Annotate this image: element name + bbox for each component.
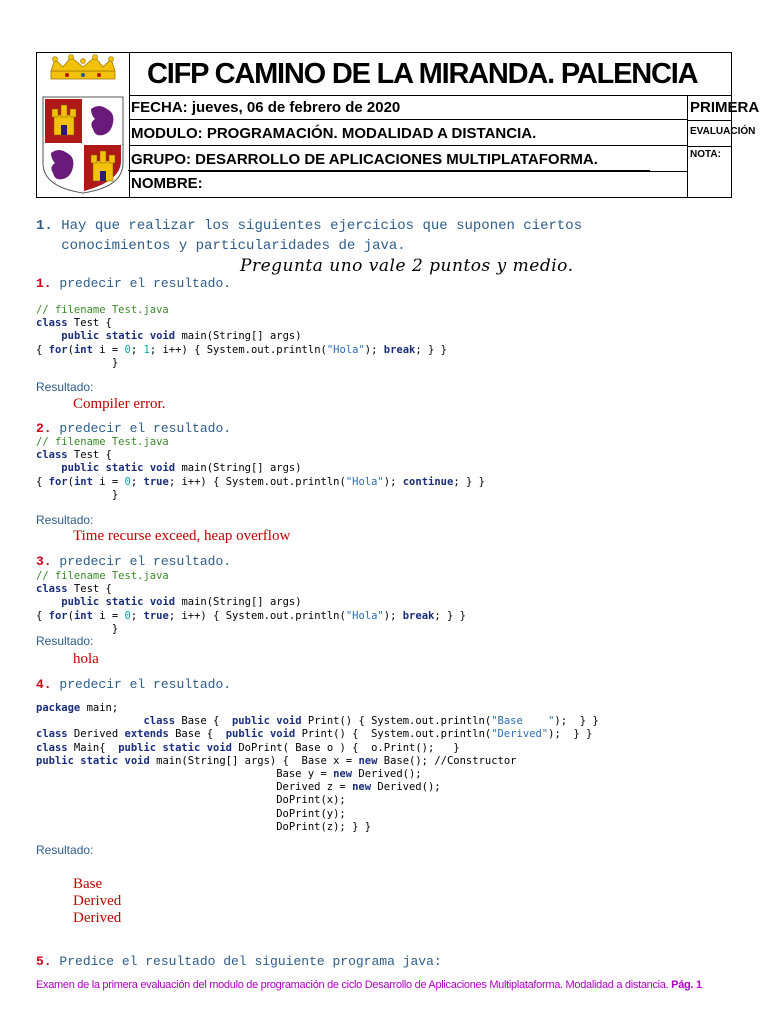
page-number: Pág. 1 (671, 979, 702, 991)
question-3-heading: 3. predecir el resultado. (36, 554, 232, 569)
question-2-heading: 2. predecir el resultado. (36, 421, 232, 436)
exam-header-table (36, 52, 760, 198)
divider (128, 170, 650, 171)
question-1-heading: 1. predecir el resultado. (36, 276, 232, 291)
question-1-code: // filename Test.java class Test { public static void main(String[] args) { for(int i = 0; 1; i++) { System.out.println("Hola"); break; } } } (36, 304, 447, 369)
page-footer (36, 979, 702, 991)
question-2-result-label: Resultado: (36, 513, 94, 527)
crest-shield-icon (37, 53, 129, 197)
fecha-row: FECHA: jueves, 06 de febrero de 2020 (129, 95, 687, 120)
nota-label: NOTA: (690, 149, 721, 160)
question-4-answer-1: Base (73, 876, 103, 892)
question-2-answer: Time recurse exceed, heap overflow (73, 528, 291, 544)
intro-line-2: conocimientos y particularidades de java. (61, 238, 406, 254)
question-3-result-label: Resultado: (36, 634, 94, 648)
intro-line-1: Hay que realizar los siguientes ejercicios que suponen ciertos (61, 218, 583, 234)
school-title: CIFP CAMINO DE LA MIRANDA. PALENCIA (147, 57, 698, 90)
question-3-code: // filename Test.java class Test { public static void main(String[] args) { for(int i = 0; true; i++) { System.out.println("Hola"); break; } } } (36, 570, 466, 635)
question-4-result-label: Resultado: (36, 843, 94, 857)
evaluacion-label: EVALUACIÓN (688, 121, 731, 147)
intro-number: 1. (36, 218, 53, 234)
question-4-code: package main; class Base { public void Print() { System.out.println("Base "); } } class Derived extends Base { public void Print() { System.out.println("Derived"); } } class Main{ public static void DoPrint( Base o ) { o.Print(); } public static void main(String[] args) { Base x = new Base(); //Constructor Base y = new Derived(); Derived z = new Derived(); DoPrint(x); DoPrint(y); DoPrint(z); } } (36, 702, 599, 833)
footer-text: Examen de la primera evaluación del modulo de programación de ciclo Desarrollo de Aplicaciones Multiplataforma. Modalidad a distancia. (36, 979, 669, 991)
intro-text (36, 216, 582, 256)
grupo-row: GRUPO: DESARROLLO DE APLICACIONES MULTIPLATAFORMA. (129, 147, 687, 172)
question-3-answer: hola (73, 651, 99, 667)
school-crest (37, 53, 130, 197)
question-1-result-label: Resultado: (36, 380, 94, 394)
question-4-heading: 4. predecir el resultado. (36, 677, 232, 692)
crown-icon (51, 55, 115, 80)
question-1-answer: Compiler error. (73, 396, 166, 412)
question-4-answer-2: Derived (73, 893, 122, 909)
title-row (129, 53, 731, 96)
question-4-answer-3: Derived (73, 910, 122, 926)
nombre-row: NOMBRE: (131, 175, 203, 192)
question-2-code: // filename Test.java class Test { public static void main(String[] args) { for(int i = 0; true; i++) { System.out.println("Hola"); continue; } } } (36, 436, 485, 501)
primera-label: PRIMERA (688, 95, 731, 121)
modulo-row: MODULO: PROGRAMACIÓN. MODALIDAD A DISTANCIA. (129, 121, 687, 146)
evaluation-column (687, 95, 760, 197)
question-5-heading: 5. Predice el resultado del siguiente programa java: (36, 954, 442, 969)
points-note: Pregunta uno vale 2 puntos y medio. (240, 256, 574, 276)
